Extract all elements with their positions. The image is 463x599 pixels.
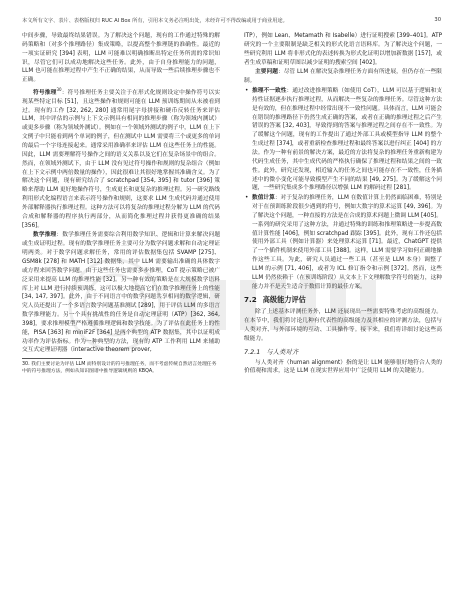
paragraph-advanced-abilities: 除了上述基本评测任务外，LLM 还展现出一些需要特殊考虑的高级能力。在本节中，我们将讨论几种有代表性的高级能力及其相应的评测方法，包括与人类对齐、与外部环境的互动、工具操作等。接下来，我们将详细讨论这些高级能力。 bbox=[244, 309, 442, 342]
list-item-numerical-computation bbox=[244, 194, 442, 291]
symbolic-reasoning-text: ：符号推理任务主要关注于在形式化规则设定中操作符号以实现某些特定目标 [51]，且这些操作和规则可能在 LLM 预训练期间从未被看到过。现有的工作 [32, 262, 280] 通常用尾字母拼接和硬币反转任务来评估 LLM，其中评估的示例与上下文示例具有相同的推理步骤（称为领域内测试）或更多步骤（称为领域外测试）。例如在一个领域外测试的例子中，LLM 在上下文例子中只能看到两个单词的例子，但在测试中 LLM 需要将三个或更多的单词的最后一个字母连接起来。通常采用准确率来评估 LLM 在这些任务上的性能。因此，LLM 需要理解符号操作之间的语义关系以及它们在复杂场景中的组合。然而，在领域外测试下，由于 LLM 没有见过符号操作和规则的复杂组合（例如在上下文示例中两倍数量的操作），因此很难让其很好地掌握其准确含义。为了解决这个问题，现有研究结合了 scratchpad [354, 395] 和 tutor [396] 策略来帮助 LLM 更好地操作符号，生成更长和更复杂的推理过程。另一研究路线利用形式化编程语言来表示符号操作和规则，这要求 LLM 生成代码并通过使用外部解释器执行推理过程。这种方法可以将复杂的推理过程分解为 LLM 的代码合成和解释器的程序执行两部分，从而简化推理过程并获得更准确的结果 [356]。 bbox=[22, 89, 221, 229]
numerical-computation-label: 数值计算 bbox=[252, 195, 275, 202]
subsection-number: 7.2.1 bbox=[244, 347, 261, 356]
math-reasoning-label: 数学推理 bbox=[33, 232, 57, 239]
reasoning-inconsistency-label: 推理不一致性 bbox=[252, 88, 287, 95]
section-title: 高级能力评估 bbox=[262, 295, 306, 305]
left-column bbox=[22, 32, 220, 375]
section-number: 7.2 bbox=[244, 295, 257, 305]
list-item-reasoning-inconsistency bbox=[244, 87, 442, 193]
subsection-heading-7-2-1 bbox=[244, 348, 442, 357]
reasoning-inconsistency-text: ：通过改进推理策略（如使用 CoT），LLM 可以基于逻辑和支持性证据逐步执行推理过程，从而解决一些复杂的推理任务。尽管这种方法是有效的，但在推理过程中经常出现不一致性问题。具体而言，LLM 可能会在错误的推理路径下仍然生成正确的答案，或者在正确的推理过程之后产生错误的答案 [32, 403]，导致得到的答案与推理过程之间存在不一致性。为了缓解这个问题，现有的工作提出了通过外部工具或模型指导 LLM 的整个生成过程 [374]，或者重新检查推理过程和最终答案以进行纠正 [404] 的方法。作为一种有前景的解决方案，最近的方法将复杂的推理任务重新构建为代码生成任务，其中生成代码的严格执行确保了推理过程和结果之间的一致性。此外，研究还发现，相近输入的任务之间也可能存在不一致性，任务描述中的微小变化可能导致模型产生不同的结果 [49, 275]。为了缓解这个问题，一些研究集成多个推理路径以增强 LLM 的解码过程 [281]。 bbox=[252, 88, 443, 192]
paragraph-atp-continued: ITP），例如 Lean、Metamath 和 Isabelle）进行证明搜索 [399–401]。ATP 研究的一个主要限制是缺乏相关的形式化语言语料库。为了解决这个问题，一些研究利用 LLM 将非形式化的表述转换为形式化证明以增加新数据 [157]，或者生成草稿和证明草图以减少证明的搜索空间 [402]。 bbox=[244, 33, 442, 66]
right-column bbox=[244, 32, 442, 377]
section-heading-7-2 bbox=[244, 296, 442, 305]
symbolic-reasoning-label: 符号推理 bbox=[33, 89, 57, 96]
main-problems-label: 主要问题 bbox=[255, 69, 278, 76]
paragraph-human-alignment: 与人类对齐（human alignment）指的是让 LLM 能够很好地符合人类的价值观和需求，这是 LLM 在现实世界应用中广泛使用 LLM 的关键能力。 bbox=[244, 359, 442, 375]
page-number: 30 bbox=[434, 17, 441, 23]
header-copyright-text: 本文所有文字、表片、表格版权归 RUC AI Box 所有，引用本文务必注明出处，未经许可不得改编或用于商业用途。 bbox=[22, 17, 288, 24]
numerical-computation-text: ：对于复杂的推理任务，LLM 在数值计算上仍然面临困难，特别是对于在预训练阶段很少遇到的符号，例如大数字的算术运算 [49, 396]。为了解决这个问题，一种直接的方法是在合成的算术问题上微调 LLM [405]。一系列的研究采用了这种方法，并通过特殊的训练和推理策略进一步提高数值计算性能 [406]，例如 scratchpad 跟踪 [395]。此外，现有工作还包括使用外部工具（例如计算器）来处理算术运算 [71]。最近，ChatGPT 提供了一个插件机制来使用外部工具 [388]。这样，LLM 需要学习如何正确地操作这些工具。为此，研究人员通过一些工具（甚至是 LLM 本身）调整了 LLM 的示例 [71, 406]，或者为 ICL 修订指令和示例 [372]。然而，这些 LLM 仍然依赖于（在预训练阶段）从文本上下文理解数学符号的能力，这种能力并不是天生适合于数值计算的最佳方案。 bbox=[252, 195, 443, 290]
footnote: 30. 我们主要讨论为评估 LLM 而特别设计的符号推理任务，而不考虑传统自然语言处理任务中的符号推理方法，例如从知识图谱中推导逻辑规则的 KBQA。 bbox=[22, 362, 217, 374]
paragraph-symbolic-reasoning bbox=[22, 86, 220, 230]
footnote-divider bbox=[22, 358, 82, 359]
paragraph-main-problems bbox=[244, 68, 442, 86]
running-header bbox=[22, 15, 441, 25]
paragraph-reasoning-errors: 中间步骤，导致最终结果错误。为了解决这个问题，现有的工作通过特殊的解码策略和（对多个推理路径）集成策略，以提高整个推理链的准确性。最近的一项实证研究 [394] 表明，LLM 可能难以明确推断出特定任务所需的常识知识，尽管它们可以成功地解决这些任务。此外，由于自身推理能力的问题，LLM 也可能在推理过程中产生不正确的结果，从而导致一些后续推理步骤也不正确。 bbox=[22, 33, 220, 84]
subsection-title: 与人类对齐 bbox=[266, 347, 299, 356]
paragraph-math-reasoning bbox=[22, 231, 220, 355]
bullet-icon: • bbox=[245, 88, 249, 95]
main-problems-text: ：尽管 LLM 在解决复杂推理任务方面有所进展，但仍存在一些限制。 bbox=[244, 69, 442, 85]
footnote-marker[interactable]: 30 bbox=[56, 87, 62, 93]
bullet-icon: • bbox=[245, 195, 249, 202]
math-reasoning-text: ：数学推理任务需要综合利用数学知识、逻辑和计算来解决问题或生成证明过程。现有的数学推理任务主要可分为数学问题求解和自动定理证明两类。对于数学问题求解任务，常用的评估数据集包括 SVAMP [275]、GSM8k [278] 和 MATH [312] 数据集，其中 LLM 需要输出准确的具体数字或方程来回答数学问题。由于这些任务也需要多步推理，CoT 提示策略已被广泛采用来提高 LLM 的推理性能 [32]。另一种有效的策略是在大规模数学语料库上对 LLM 进行持续预训练，这可以极大地提高它们在数学推理任务上的性能 [34, 147, 397]。此外，由于不同语言中的数学问题共享相同的数学逻辑，研究人员还提出了一个多语言数学问题基准测试 [289]，用于评估 LLM 的多语言数学推理能力。另一个具有挑战性的任务是自动定理证明（ATP）[362, 364, 398]，要求推理模型严格遵循推理逻辑和数学技能。为了评估在此任务上的性能，PISA [363] 和 miniF2F [364] 是两个典型的 ATP 数据集，其中以证明成功率作为评估指标。作为一种典型的方法，现有的 ATP 工作利用 LLM 来辅助交互式定理证明器（interactive theorem prover, bbox=[22, 232, 221, 354]
